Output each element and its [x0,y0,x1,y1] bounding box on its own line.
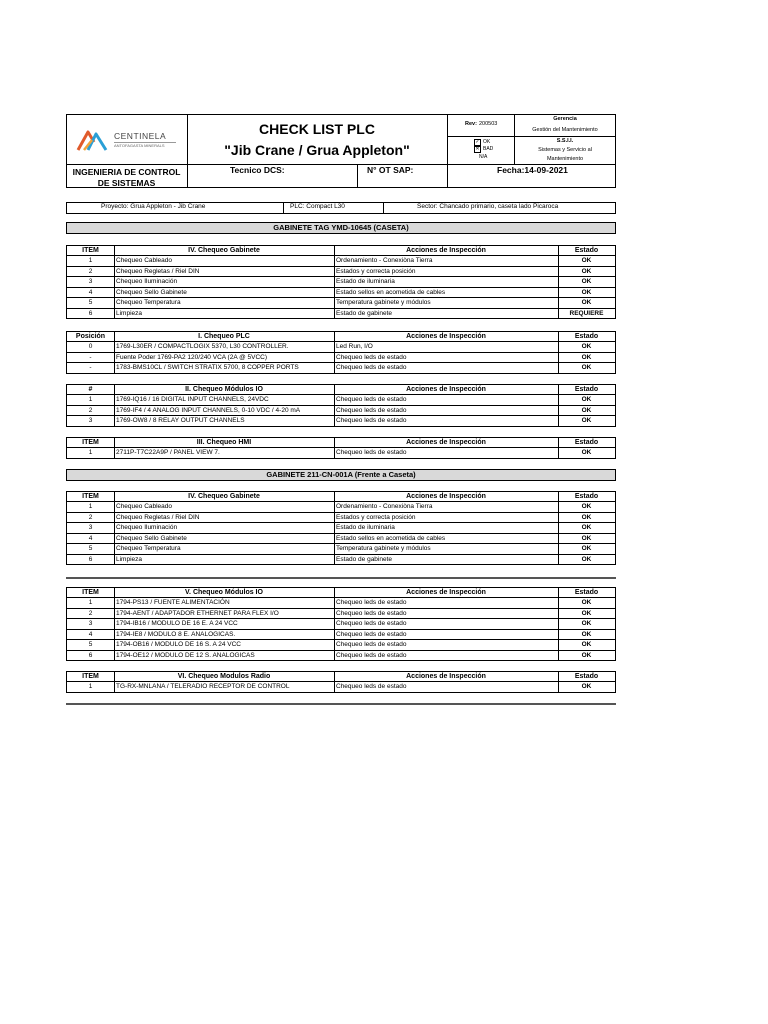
row-accion: Chequeo leds de estado [336,641,407,648]
section-divider [66,577,616,579]
row-estado[interactable]: OK [581,545,592,552]
row-description: Chequeo Iluminación [116,278,178,285]
row-item: 6 [88,309,93,317]
table-header [66,671,616,682]
tecnico-field[interactable]: Tecnico DCS: [230,165,285,175]
row-accion: Chequeo leds de estado [336,417,407,424]
row-item: 3 [88,524,93,531]
row-description: Chequeo Temperatura [116,545,181,552]
section-divider [66,703,616,705]
row-item: 6 [88,555,93,563]
table-row [66,523,616,534]
row-accion: Chequeo leds de estado [336,630,407,638]
gerencia-label: Gerencia [553,116,577,122]
row-description: 1794-IB16 / MODULO DE 16 E. A 24 VCC [116,620,238,627]
header-section-title: V. Chequeo Módulos IO [185,589,263,596]
row-item: 0 [88,343,93,350]
table-row [66,534,616,545]
row-item: 1 [88,449,93,456]
header-item: ITEM [82,589,99,596]
table-row [66,353,616,364]
row-estado[interactable]: OK [581,417,592,424]
table-row [66,342,616,353]
table-row [66,682,616,693]
row-description: 1794-OB16 / MODULO DE 16 S. A 24 VCC [116,641,242,648]
row-estado[interactable]: OK [581,343,592,350]
row-accion: Estado de iluminaria [336,278,395,285]
ssii-value-line2: Mantenimiento [546,156,584,162]
header-estado: Estado [574,589,599,596]
row-accion: Estado de gabinete [336,555,393,563]
ssii-label: S.S.I.I. [556,138,574,144]
row-accion: Chequeo leds de estado [336,406,407,414]
row-estado[interactable]: OK [581,513,592,521]
table-header [66,331,616,342]
table-row [66,416,616,427]
row-accion: Estado de gabinete [336,309,393,317]
row-estado[interactable]: OK [581,555,592,563]
gerencia-value: Gestión del Mantenimiento [532,127,598,133]
row-item: 4 [88,630,93,638]
row-item: 1 [88,503,93,510]
row-estado[interactable]: OK [581,364,592,371]
table-row [66,277,616,288]
row-estado[interactable]: OK [581,630,592,638]
section-plc [66,331,616,374]
header-estado: Estado [574,386,599,393]
row-estado[interactable]: OK [581,278,592,285]
row-estado[interactable]: OK [581,524,592,531]
row-item: 6 [88,651,93,659]
row-description: Chequeo Regletas / Riel DIN [116,267,200,275]
row-estado[interactable]: REQUIERE [569,309,604,317]
section-modulos-io-1 [66,384,616,427]
row-description: Chequeo Temperatura [116,299,181,306]
row-accion: Chequeo leds de estado [336,651,407,659]
table-header [66,437,616,448]
row-estado[interactable]: OK [581,503,592,510]
row-item: 1 [88,599,93,606]
row-estado[interactable]: OK [581,406,592,414]
header-section-title: III. Chequeo HMI [196,439,252,446]
row-estado[interactable]: OK [581,449,592,456]
row-description: 1769-IQ16 / 16 DIGITAL INPUT CHANNELS, 24VDC [116,396,269,403]
row-estado[interactable]: OK [581,396,592,403]
cabinet-banner-1: GABINETE TAG YMD-10645 (CASETA) [66,222,616,234]
section-modulos-io-2 [66,587,616,661]
header-item: ITEM [82,439,99,446]
row-item: 1 [88,257,93,264]
header-estado: Estado [574,673,599,680]
row-item: 5 [88,545,93,552]
row-description: 1794-PS13 / FUENTE ALIMENTACIÓN [116,599,230,606]
row-description: 1783-BMS10CL / SWITCH STRATIX 5700, 8 COPPER PORTS [116,364,299,371]
legend-na: N/A [479,154,488,160]
checkbox-ok-icon: ✓ [475,139,480,145]
row-description: Chequeo Cableado [116,503,173,510]
fecha-field[interactable]: Fecha:14-09-2021 [497,165,568,175]
table-row [66,609,616,620]
table-row [66,288,616,299]
row-item: 1 [88,683,93,690]
section-hmi [66,437,616,459]
row-description: Limpieza [116,555,143,563]
row-description: 1769-L30ER / COMPACTLOGIX 5370, L30 CONTROLLER. [116,343,289,350]
row-description: Chequeo Sello Gabinete [116,534,187,542]
row-accion: Temperatura gabinete y módulos [336,545,431,552]
header-acciones: Acciones de Inspección [406,247,486,254]
row-item: 3 [88,417,93,424]
header-item: Posición [75,333,106,340]
row-item: - [89,364,92,371]
company-logo [76,124,184,154]
row-item: 1 [88,396,93,403]
table-row [66,640,616,651]
row-estado[interactable]: OK [581,651,592,659]
row-accion: Estados y correcta posición [336,267,416,275]
row-estado[interactable]: OK [581,299,592,306]
logo-mark-icon [76,124,110,152]
header-item: ITEM [82,493,99,500]
project-name: Proyecto: Grua Appleton - Jib Crane [101,203,206,210]
row-accion: Estado de iluminaria [336,524,395,531]
row-accion: Estado sellos en acometida de cables [336,534,446,542]
row-item: - [89,353,92,361]
row-estado[interactable]: OK [581,257,592,264]
table-header [66,245,616,256]
sector-name: Sector: Chancado primario, caseta lado Picaroca [417,203,559,210]
header-acciones: Acciones de Inspección [406,333,486,340]
table-row [66,544,616,555]
table-row [66,513,616,524]
row-estado[interactable]: OK [581,353,592,361]
header-section-title: IV. Chequeo Gabinete [188,247,260,254]
row-accion: Chequeo leds de estado [336,683,407,690]
row-description: 1794-OE12 / MODULO DE 12 S. ANALOGICAS [116,651,255,659]
row-accion: Estados y correcta posición [336,513,416,521]
row-item: 2 [88,267,93,275]
row-accion: Chequeo leds de estado [336,449,407,456]
row-item: 3 [88,278,93,285]
table-row [66,256,616,267]
row-description: 1794-IE8 / MODULO 8 E. ANALOGICAS. [116,630,236,638]
row-accion: Ordenamiento - Conexiòna Tierra [336,503,433,510]
header-section-title: IV. Chequeo Gabinete [188,493,260,500]
table-row [66,502,616,513]
row-item: 4 [88,288,93,296]
header-section-title: VI. Chequeo Modulos Radio [177,673,271,680]
logo-name: CENTINELA [114,131,167,141]
row-estado[interactable]: OK [581,288,592,296]
table-row [66,651,616,662]
row-accion: Ordenamiento - Conexiòna Tierra [336,257,433,264]
table-row [66,448,616,459]
row-item: 2 [88,609,93,617]
rev-value: 200503 [479,121,498,127]
department-line1: INGENIERIA DE CONTROL [72,167,181,177]
row-description: 1769-OW8 / 8 RELAY OUTPUT CHANNELS [116,417,245,424]
row-accion: Chequeo leds de estado [336,353,407,361]
row-description: 1769-IF4 / 4 ANALOG INPUT CHANNELS, 0-10 VDC / 4-20 mA [116,406,301,414]
row-estado[interactable]: OK [581,534,592,542]
row-description: 1794-AENT / ADAPTADOR ETHERNET PARA FLEX I/O [116,609,279,617]
row-estado[interactable]: OK [581,267,592,275]
section-gabinete-2 [66,491,616,565]
header-item: ITEM [82,247,99,254]
row-item: 2 [88,406,93,414]
table-header [66,587,616,598]
header-acciones: Acciones de Inspección [406,439,486,446]
row-accion: Chequeo leds de estado [336,364,407,371]
row-accion: Chequeo leds de estado [336,620,407,627]
table-row [66,267,616,278]
header-item: # [88,386,93,393]
row-accion: Led Run, I/O [336,343,373,350]
row-description: Fuente Poder 1769-PA2 120/240 VCA (2A @ 5VCC) [116,353,268,361]
header-section-title: II. Chequeo Módulos IO [185,386,263,393]
row-item: 2 [88,513,93,521]
row-description: Chequeo Cableado [116,257,173,264]
row-description: Chequeo Iluminación [116,524,178,531]
header-estado: Estado [574,333,599,340]
legend-bad: BAD [483,146,494,152]
row-accion: Chequeo leds de estado [336,396,407,403]
table-row [66,309,616,320]
row-description: Chequeo Regletas / Riel DIN [116,513,200,521]
row-description: 2711P-T7C22A9P / PANEL VIEW 7. [116,449,220,456]
row-description: Limpieza [116,309,143,317]
table-row [66,598,616,609]
row-accion: Chequeo leds de estado [336,599,407,606]
row-item: 3 [88,620,93,627]
row-item: 5 [88,299,93,306]
table-row [66,406,616,417]
row-estado[interactable]: OK [581,683,592,690]
table-row [66,555,616,566]
row-estado[interactable]: OK [581,641,592,648]
table-row [66,298,616,309]
row-description: Chequeo Sello Gabinete [116,288,187,296]
header-acciones: Acciones de Inspección [406,673,486,680]
row-item: 4 [88,534,93,542]
table-header [66,384,616,395]
table-row [66,363,616,374]
plc-model: PLC: Compact L30 [290,203,345,210]
ssii-value-line1: Sistemas y Servicio al [538,147,592,153]
row-item: 5 [88,641,93,648]
row-estado[interactable]: OK [581,620,592,627]
rev-label: Rev: [465,121,477,127]
table-row [66,630,616,641]
header-estado: Estado [574,247,599,254]
header-estado: Estado [574,439,599,446]
header-acciones: Acciones de Inspección [406,386,486,393]
row-description: TG-RX-MNLANA / TELERADIO RECEPTOR DE CONTROL [116,683,290,690]
header-estado: Estado [574,493,599,500]
table-row [66,619,616,630]
legend-ok: OK [483,139,491,145]
header-acciones: Acciones de Inspección [406,493,486,500]
row-accion: Temperatura gabinete y módulos [336,299,431,306]
header-acciones: Acciones de Inspección [406,589,486,596]
section-gabinete-1 [66,245,616,319]
header-section-title: I. Chequeo PLC [198,333,250,340]
department-line2: DE SISTEMAS [97,178,156,188]
header-item: ITEM [82,673,99,680]
row-estado[interactable]: OK [581,599,592,606]
cabinet-banner-2: GABINETE 211-CN-001A (Frente a Caseta) [66,469,616,481]
checkbox-bad-icon: ✕ [475,146,480,152]
logo-subtitle: ANTOFAGASTA MINERALS [114,143,165,148]
section-radio [66,671,616,693]
row-estado[interactable]: OK [581,609,592,617]
document-title: CHECK LIST PLC [259,121,375,137]
ot-sap-field[interactable]: N° OT SAP: [367,165,414,175]
row-accion: Chequeo leds de estado [336,609,407,617]
row-accion: Estado sellos en acometida de cables [336,288,446,296]
document-subtitle: "Jib Crane / Grua Appleton" [224,142,410,158]
table-row [66,395,616,406]
table-header [66,491,616,502]
